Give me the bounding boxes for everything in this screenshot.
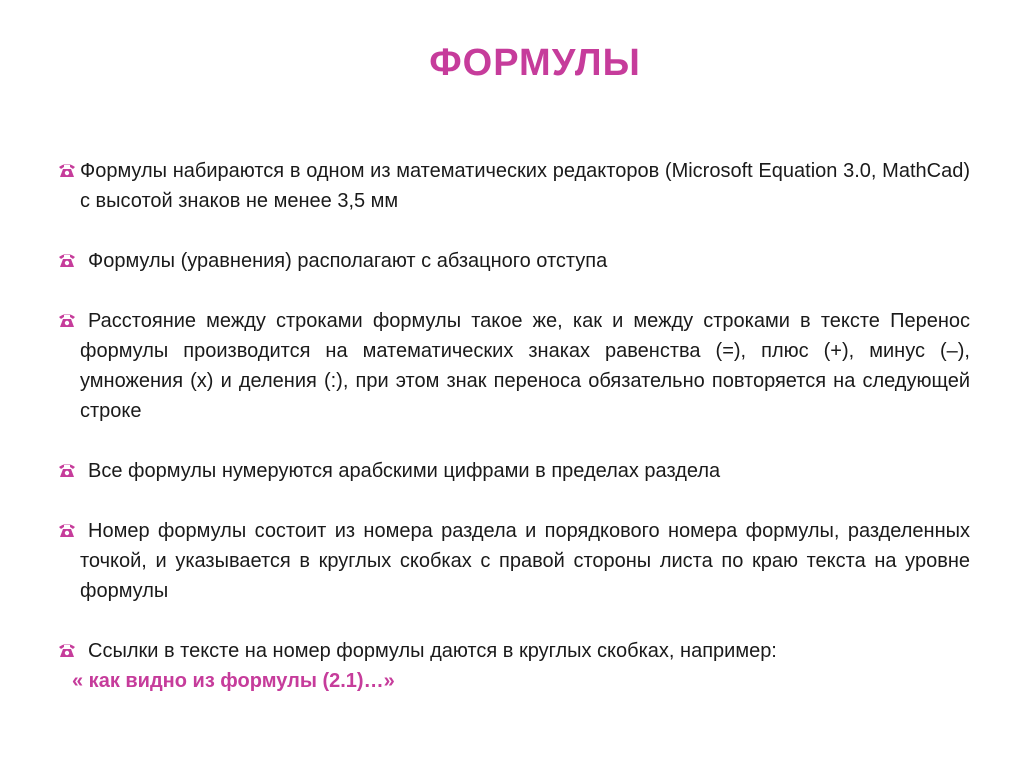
bullet-list bbox=[58, 156, 970, 696]
bullet-text: Расстояние между строками формулы такое же, как и между строками в тексте Перенос формулы производится на математических знаках равенства (=), плюс (+), минус (–), умножения (х) и деления (:), при этом знак переноса обязательно повторяется на следующей строке bbox=[80, 310, 970, 422]
bullet-item bbox=[58, 516, 970, 606]
bullet-item bbox=[58, 636, 970, 666]
example-quote: « как видно из формулы (2.1)…» bbox=[72, 670, 395, 692]
bullet-text: Все формулы нумеруются арабскими цифрами в пределах раздела bbox=[88, 460, 721, 482]
bullet-item bbox=[58, 456, 970, 486]
bullet-text: Ссылки в тексте на номер формулы даются в круглых скобках, например: bbox=[88, 640, 777, 662]
bullet-text: Формулы набираются в одном из математических редакторов (Microsoft Equation 3.0, MathCad) с высотой знаков не менее 3,5 мм bbox=[80, 160, 970, 212]
bullet-item bbox=[58, 156, 970, 216]
telephone-icon bbox=[58, 162, 76, 178]
telephone-icon bbox=[58, 312, 76, 328]
bullet-item bbox=[58, 246, 970, 276]
telephone-icon bbox=[58, 522, 76, 538]
telephone-icon bbox=[58, 462, 76, 478]
telephone-icon bbox=[58, 252, 76, 268]
slide-title: ФОРМУЛЫ bbox=[429, 42, 641, 84]
bullet-text: Номер формулы состоит из номера раздела и порядкового номера формулы, разделенных точкой, и указывается в круглых скобках с правой стороны листа по краю текста на уровне формулы bbox=[80, 520, 970, 602]
bullet-item bbox=[58, 306, 970, 426]
telephone-icon bbox=[58, 642, 76, 658]
bullet-text: Формулы (уравнения) располагают с абзацного отступа bbox=[88, 250, 608, 272]
